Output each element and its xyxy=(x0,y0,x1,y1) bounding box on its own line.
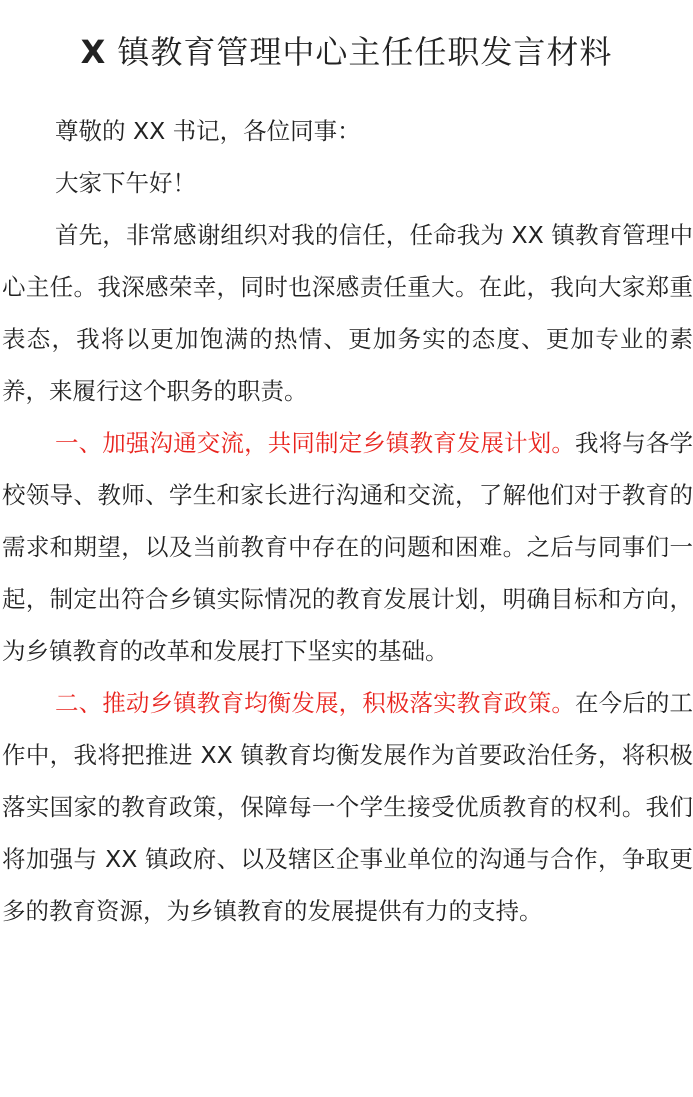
title-prefix: X xyxy=(80,33,107,71)
point2-heading: 二、推动乡镇教育均衡发展，积极落实教育政策。 xyxy=(55,689,575,717)
point1-paragraph xyxy=(2,417,693,677)
document-title xyxy=(0,28,693,76)
salutation-paragraph: 大家下午好！ xyxy=(55,169,196,197)
point2-paragraph xyxy=(2,677,693,937)
point1-heading: 一、加强沟通交流，共同制定乡镇教育发展计划。 xyxy=(55,429,575,457)
intro-paragraph: 首先，非常感谢组织对我的信任，任命我为 XX 镇教育管理中心主任。我深感荣幸，同时也深感责任重大。在此，我向大家郑重表态，我将以更加饱满的热情、更加务实的态度、更加专业的素养，来履行这个职务的职责。 xyxy=(2,221,693,405)
point2-body: 在今后的工作中，我将把推进 XX 镇教育均衡发展作为首要政治任务，将积极落实国家的教育政策，保障每一个学生接受优质教育的权利。我们将加强与 XX 镇政府、以及辖区企事业单位的沟通与合作，争取更多的教育资源，为乡镇教育的发展提供有力的支持。 xyxy=(2,689,693,925)
point1-body: 我将与各学校领导、教师、学生和家长进行沟通和交流，了解他们对于教育的需求和期望，以及当前教育中存在的问题和困难。之后与同事们一起，制定出符合乡镇实际情况的教育发展计划，明确目标和方向，为乡镇教育的改革和发展打下坚实的基础。 xyxy=(2,429,693,665)
title-text: 镇教育管理中心主任任职发言材料 xyxy=(106,33,613,71)
document-body xyxy=(2,105,693,937)
greeting-paragraph: 尊敬的 XX 书记，各位同事： xyxy=(55,117,361,145)
